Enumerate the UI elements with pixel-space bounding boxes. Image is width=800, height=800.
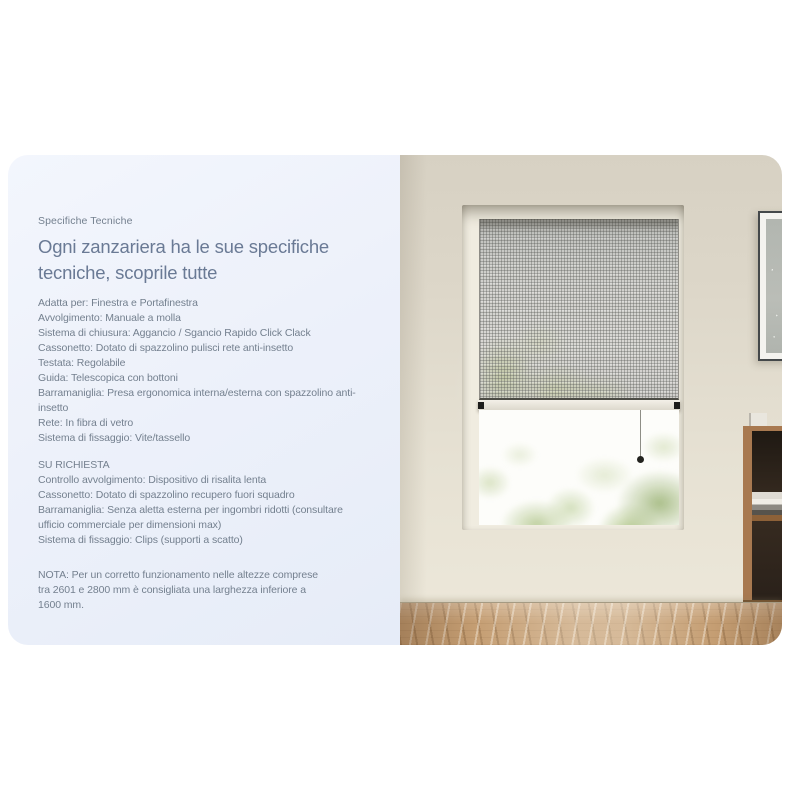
recess-top-shadow — [480, 219, 678, 398]
panel-eyebrow-label: Specifiche Tecniche — [38, 215, 133, 227]
spec-item: Testata: Regolabile — [38, 357, 126, 369]
panel-heading: Ogni zanzariera ha le sue specifiche tecniche, scoprile tutte — [38, 236, 330, 283]
spec-item: Adatta per: Finestra e Portafinestra — [38, 297, 198, 309]
on-request-spec-item: Sistema di fissaggio: Clips (supporti a scatto) — [38, 534, 243, 546]
on-request-spec-item: Controllo avvolgimento: Dispositivo di risalita lenta — [38, 474, 267, 486]
note-text: NOTA: Per un corretto funzionamento nelle altezze comprese tra 2601 e 2800 mm è consigliata una larghezza inferiore a 1600 mm. — [38, 569, 318, 611]
on-request-spec-item: Cassonetto: Dotato di spazzolino recupero fuori squadro — [38, 489, 295, 501]
framed-picture-art — [766, 219, 782, 353]
window-photo — [400, 155, 782, 645]
bookshelf-top-object — [751, 413, 767, 426]
specs-panel — [8, 155, 400, 645]
spec-item: Rete: In fibra di vetro — [38, 417, 134, 429]
product-specs-card — [8, 155, 782, 645]
spec-item: Avvolgimento: Manuale a molla — [38, 312, 181, 324]
framed-picture — [758, 211, 782, 361]
spec-list — [38, 296, 366, 446]
window-glass — [479, 410, 679, 525]
spec-item: Sistema di chiusura: Aggancio / Sgancio Rapido Click Clack — [38, 327, 311, 339]
spec-item: Sistema di fissaggio: Vite/tassello — [38, 432, 191, 444]
on-request-spec-list — [38, 473, 366, 548]
shelf-board — [752, 515, 782, 521]
window-recess — [462, 205, 684, 530]
spec-item: Barramaniglia: Presa ergonomica interna/esterna con spazzolino anti-insetto — [38, 387, 356, 414]
stacked-books — [752, 492, 782, 515]
mosquito-net-mesh — [479, 219, 679, 400]
on-request-title: SU RICHIESTA — [38, 459, 110, 471]
handle-bar — [478, 400, 680, 410]
pull-cord — [640, 410, 641, 458]
outdoor-foliage — [479, 410, 679, 525]
bookshelf — [743, 426, 782, 622]
spec-item: Guida: Telescopica con bottoni — [38, 372, 178, 384]
parquet-floor — [400, 602, 782, 645]
spec-item: Cassonetto: Dotato di spazzolino pulisci rete anti-insetto — [38, 342, 294, 354]
on-request-spec-item: Barramaniglia: Senza aletta esterna per ingombri ridotti (consultare ufficio commerciale per dimensioni max) — [38, 504, 343, 531]
